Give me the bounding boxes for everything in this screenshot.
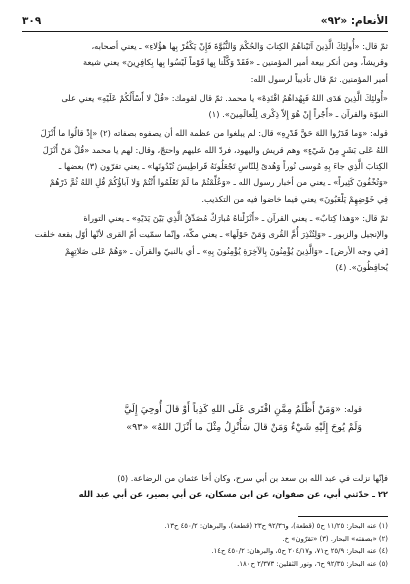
footnote: (٤) عنه البحار: ٢٥/٩ ح٧١، و٢٠٤/١٧ ح٥، والبرهان: ٤٥٠/٢ ح١٤. — [211, 547, 388, 555]
text-line: والإنجيل والزبور ـ «وَلِتُنْذِرَ أُمَّ القُرى وَمَنْ حَوْلَها» ـ يعني مكّة، وإنّما سمّيت أمّ القرى لأنّها أوّل بقعة خلقت — [34, 229, 388, 240]
paragraph-4 — [22, 210, 388, 275]
text-line: يُحافِظُونَ». (٤) — [335, 261, 388, 272]
text-line: النبوّة والقرآن ـ «أَجْراً إِنْ هُوَ إِلاّ ذِكْرى لِلْعالَمِينَ». (١) — [208, 109, 388, 120]
text-line: «وَتُخْفُونَ كَثِيراً» ـ يعني من أخبار رسول الله ـ «وَعُلِّمْتُمْ ما لَمْ تَعْلَمُوا أَنْتُمْ وَلا آباؤُكُمْ قُلِ اللهُ ثُمَّ ذَرْهُمْ — [49, 177, 388, 188]
paragraph-1 — [22, 38, 388, 87]
text-line: ثمّ قال: «أُولئِكَ الَّذِينَ آتَيْناهُمُ الكِتابَ وَالحُكْمَ وَالنُّبُوَّةَ فَإِنْ يَكْفُرْ بِها هؤُلاءِ» ـ يعني أصحابه، — [91, 41, 388, 51]
footnote: (١) عنه البحار: ١١/٢٥ ح٥ (قطعة)، و٩٢/٣٦ ح٢٣ (قطعة)، والبرهان: ٤٥٠/٢ ح١٣. — [164, 522, 388, 530]
paragraph-2 — [22, 90, 388, 123]
text-line: وقريشاً، ومن أنكر بيعة أمير المؤمنين ـ «فَقَدْ وَكَّلْنا بِها قَوْماً لَيْسُوا بِها بِكافِرِينَ» يعني شيعة — [83, 57, 388, 68]
running-header — [22, 12, 388, 30]
text-line: قوله: «وَما قَدَرُوا اللهَ حَقَّ قَدْرِهِ» قال: لم يبلغوا من عظمة الله أن يصفوه بصفاته (٢) «إِذْ قالُوا ما أَنْزَلَ — [40, 128, 388, 139]
quran-verse — [48, 400, 362, 452]
footnote: (٥) عنه البحار: ٩٢/٣٥ ح٦، ونور الثقلين: ٢/٣٧٣ ح١٨٠. — [237, 559, 388, 568]
paragraph-3 — [22, 125, 388, 206]
text-line: الكِتابَ الَّذِي جاءَ بِهِ مُوسى نُوراً وَهُدىً لِلنّاسِ تَجْعَلُونَهُ قَراطِيسَ تُبْدُونَها» ـ يعني تقرّون (٣) بعضها ـ — [58, 161, 388, 172]
commentary-text — [22, 470, 388, 502]
main-text — [22, 38, 388, 275]
surah-title: الأنعام: «٩٢» — [320, 15, 388, 27]
verse-line: «وَمَنْ أَظْلَمُ مِمَّنِ افْتَرى عَلَى اللهِ كَذِباً أَوْ قالَ أُوحِيَ إِلَيَّ — [124, 404, 341, 415]
text-line: اللهُ عَلى بَشَرٍ مِنْ شَيْءٍ» وهم قريش واليهود، فردّ الله عليهم واحتجّ، وقال: لهم يا محمد «قُلْ مَنْ أَنْزَلَ — [42, 144, 388, 155]
text-line: أمير المؤمنين. ثمّ قال تأديباً لرسول الله: — [250, 73, 388, 84]
hadith-line: ٢٢ ـ حدّثني أبي، عن صفوان، عن ابن مسكان، عن أبي بصير، عن أبي عبد الله — [78, 489, 388, 499]
text-line: [في وجه الأرض] ـ «وَالَّذِينَ يُؤْمِنُونَ بِالآخِرَةِ يُؤْمِنُونَ بِهِ» ـ أي بالنبيّ والقرآن ـ «وَهُمْ عَلى صَلاتِهِمْ — [64, 245, 388, 256]
footnote: (٢) «بصفته» البحار. (٣) «تقرّون» خ. — [282, 534, 388, 543]
page-number: ٣٠٩ — [22, 15, 42, 27]
text-line: «أُولئِكَ الَّذِينَ هَدَى اللهُ فَبِهُداهُمُ اقْتَدِهْ» يا محمد. ثمّ قال لقومك: «قُلْ لا أَسْأَلُكُمْ عَلَيْهِ» يعني على — [61, 92, 388, 103]
footnote-rule — [298, 516, 388, 517]
footnotes — [22, 520, 388, 570]
text-line: ثمّ قال: «وَهذا كِتابٌ» ـ يعني القرآن ـ «أَنْزَلْناهُ مُبارَكٌ مُصَدِّقُ الَّذِي بَيْنَ يَدَيْهِ» ـ يعني التوراة — [83, 212, 388, 223]
text-line: فِي خَوْضِهِمْ يَلْعَبُونَ» يعني فيما خاضوا فيه من التكذيب. — [201, 193, 388, 204]
verse-line: وَلَمْ يُوحَ إِلَيْهِ شَيْءٌ وَمَنْ قالَ سَأُنْزِلُ مِثْلَ ما أَنْزَلَ اللهُ» «٩٣» — [126, 422, 362, 433]
verse-label: قوله: — [343, 404, 362, 414]
header-rule — [22, 31, 388, 32]
text-line: فإنّها نزلت في عبد الله بن سعد بن أبي سرح، وكان أخا عثمان من الرضاعة. (٥) — [117, 473, 388, 483]
